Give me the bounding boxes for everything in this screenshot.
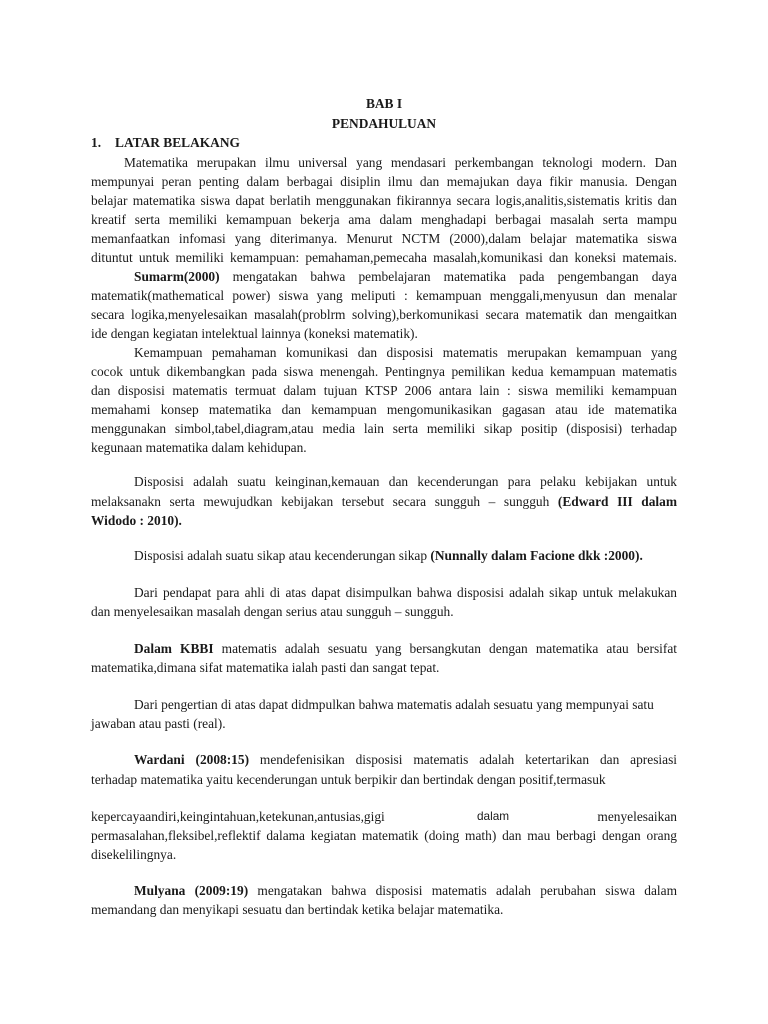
citation: Dalam KBBI xyxy=(134,641,214,656)
text-line xyxy=(134,267,677,286)
text-line: ide dengan kegiatan intelektual lainnya (koneksi matematik). xyxy=(91,326,418,341)
text-line: matematik(mathematical power) siswa yang meliputi : kemampuan menggali,menyusun dan menalar xyxy=(91,288,677,303)
citation: (Edward III dalam xyxy=(557,494,678,509)
text-line: mempunyai peran penting dalam berbagai disiplin ilmu dan memajukan daya fikir manusia. Dengan xyxy=(91,174,677,189)
text-span: mengatakan bahwa disposisi matematis adalah perubahan siswa dalam xyxy=(248,883,677,898)
text-line: memanfaatkan infomasi yang diterimanya. Menurut NCTM (2000),dalam belajar matematika siswa xyxy=(91,231,677,246)
text-line: Dari pengertian di atas dapat didmpulkan bahwa matematis adalah sesuatu yang mempunyai satu xyxy=(134,697,654,712)
section-number: 1. xyxy=(91,135,102,150)
text-span: kepercayaandiri,keingintahuan,ketekunan,antusias,gigi xyxy=(91,809,385,824)
section-heading xyxy=(91,133,677,152)
text-line: memandang dan menyikapi sesuatu dan bertindak ketika belajar matematika. xyxy=(91,902,504,917)
text-line xyxy=(134,750,677,769)
citation: Sumarm(2000) xyxy=(134,269,220,284)
text-line: terhadap matematika yaitu kecenderungan untuk berpikir dan bertindak dengan positif,termasuk xyxy=(91,772,606,787)
chapter-title: PENDAHULUAN xyxy=(331,116,437,131)
text-line: dituntut untuk memiliki kemampuan: pemahaman,pemecaha masalah,komunikasi dan koneksi matemais. xyxy=(91,250,677,265)
citation: Widodo : 2010). xyxy=(91,513,182,528)
text-line: Matematika merupakan ilmu universal yang mendasari perkembangan teknologi modern. Dan xyxy=(124,155,677,170)
text-line xyxy=(91,807,677,826)
section-title: LATAR BELAKANG xyxy=(115,135,240,150)
text-line: kreatif serta memiliki kemampuan bekerja ama dalam menghadapi berbagai masalah serta mampu xyxy=(91,212,677,227)
text-line: dan disposisi matematis termuat dalam tujuan KTSP 2006 antara lain : siswa memiliki kemampuan xyxy=(91,383,677,398)
text-line xyxy=(91,492,677,511)
citation: Wardani (2008:15) xyxy=(134,752,250,767)
text-line: permasalahan,fleksibel,reflektif dalama kegiatan matematik (doing math) dan mau berbagi dengan orang xyxy=(91,828,677,843)
text-line: Kemampuan pemahaman komunikasi dan disposisi matematis merupakan kemampuan yang xyxy=(134,345,677,360)
text-line: jawaban atau pasti (real). xyxy=(91,716,226,731)
text-line: memahami konsep matematika dan kemampuan mengomunikasikan gagasan atau ide matematika xyxy=(91,402,677,417)
text-line: cocok untuk dikembangkan pada siswa menengah. Pentingnya pemilikan kedua kemampuan matematis xyxy=(91,364,677,379)
text-line: matematika,dimana sifat matematika ialah pasti dan sangat tepat. xyxy=(91,660,440,675)
citation: (Nunnally dalam Facione dkk :2000). xyxy=(430,548,643,563)
text-span: mendefenisikan disposisi matematis adalah ketertarikan dan apresiasi xyxy=(249,752,678,767)
text-line xyxy=(134,639,677,658)
text-line: menggunakan simbol,tabel,diagram,atau media lain serta memiliki sikap positip (disposisi) terhadap xyxy=(91,421,677,436)
text-line: Dari pendapat para ahli di atas dapat disimpulkan bahwa disposisi adalah sikap untuk melakukan xyxy=(134,585,677,600)
text-line xyxy=(134,881,677,900)
text-line: dan menyelesaikan masalah dengan serius atau sungguh – sungguh. xyxy=(91,604,454,619)
text-line: kegunaan matematika dalam kehidupan. xyxy=(91,440,307,455)
text-line: Disposisi adalah suatu keinginan,kemauan dan kecenderungan para pelaku kebijakan untuk xyxy=(134,474,677,489)
paragraph-disposisi-nunnally xyxy=(134,546,677,565)
citation: Mulyana (2009:19) xyxy=(134,883,249,898)
text-line: disekelilingnya. xyxy=(91,847,177,862)
text-span: menyelesaikan xyxy=(597,809,677,824)
chapter-label: BAB I xyxy=(365,96,403,111)
text-span: dalam xyxy=(477,809,510,823)
text-line: belajar matematika siswa dapat berlatih menggunakan fikirannya secara logis,analitis,sistematis kritis dan xyxy=(91,193,677,208)
text-span: mengatakan bahwa pembelajaran matematika pada pengembangan daya xyxy=(219,269,677,284)
text-span: matematis adalah sesuatu yang bersangkutan dengan matematika atau bersifat xyxy=(213,641,677,656)
text-span: Disposisi adalah suatu sikap atau kecenderungan sikap xyxy=(134,548,431,563)
text-span: melaksanakn serta mewujudkan kebijakan tersebut secara sungguh – sungguh xyxy=(91,494,558,509)
text-line: secara logika,menyelesaikan masalah(problrm solving),berkomunikasi secara matematik dan mengaitkan xyxy=(91,307,677,322)
